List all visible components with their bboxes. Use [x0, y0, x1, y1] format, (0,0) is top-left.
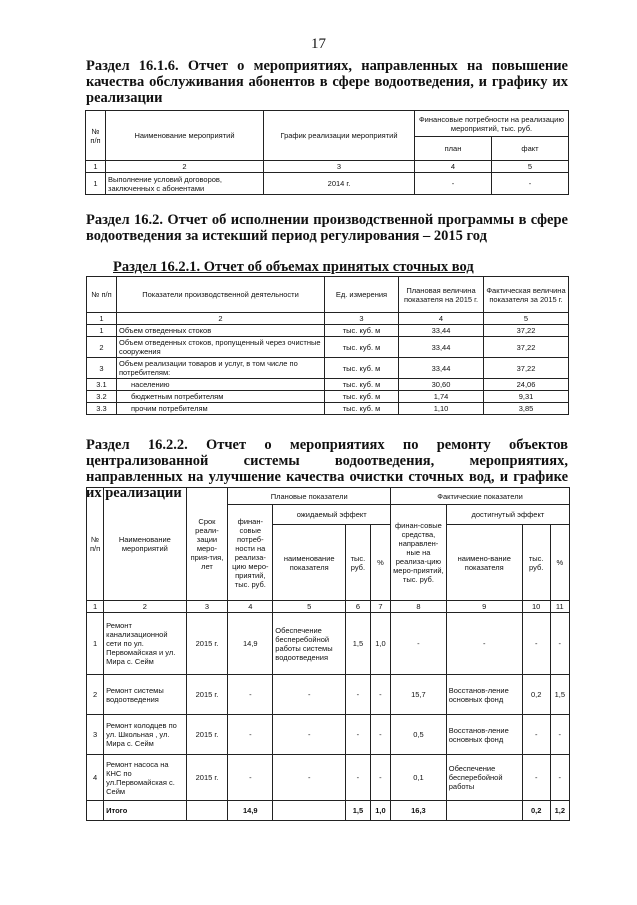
col-number: 3: [186, 601, 228, 613]
cell-plan: -: [415, 173, 492, 195]
cell-schedule: 2014 г.: [264, 173, 415, 195]
section-16-2-1-title: Раздел 16.2.1. Отчет об объемах принятых сточных вод: [113, 259, 474, 275]
cell-unit: тыс. куб. м: [325, 358, 399, 379]
repair-events-table: [86, 487, 570, 821]
cell-fact: 37,22: [484, 358, 569, 379]
cell-fact: 37,22: [484, 337, 569, 358]
cell-indicator: бюджетным потребителям: [117, 391, 325, 403]
cell-indicator: Объем отведенных стоков: [117, 325, 325, 337]
cell-fact-fin: 0,5: [391, 715, 447, 755]
cell-plan-ind: -: [273, 715, 346, 755]
total-plan-rub: 1,5: [346, 801, 371, 821]
cell-name: Ремонт колодцев по ул. Школьная , ул. Мира с. Сейм: [104, 715, 186, 755]
cell-unit: тыс. куб. м: [325, 337, 399, 358]
table-row: [87, 325, 569, 337]
cell-num: 1: [86, 173, 106, 195]
cell-unit: тыс. куб. м: [325, 325, 399, 337]
cell-indicator: Объем отведенных стоков, пропущенный через очистные сооружения: [117, 337, 325, 358]
cell-plan-rub: 1,5: [346, 613, 371, 675]
cell-plan-pct: -: [370, 755, 390, 801]
cell-num: 3: [87, 358, 117, 379]
cell-fact-ind: Обеспечение бесперебойной работы: [446, 755, 522, 801]
cell-term: 2015 г.: [186, 755, 228, 801]
table-row: [87, 613, 570, 675]
cell-fact-ind: -: [446, 613, 522, 675]
cell-plan-rub: -: [346, 675, 371, 715]
cell-fact-pct: 1,5: [550, 675, 569, 715]
cell-num: 3.1: [87, 379, 117, 391]
cell-plan: 33,44: [399, 325, 484, 337]
table-row: [87, 403, 569, 415]
cell-fact-rub: -: [522, 715, 550, 755]
col-header-expected: ожидаемый эффект: [273, 505, 391, 525]
col-number: 10: [522, 601, 550, 613]
total-plan-fin: 14,9: [228, 801, 273, 821]
col-number: 1: [87, 601, 104, 613]
col-header-unit: Ед. измерения: [325, 277, 399, 313]
col-header-name: Наименование мероприятий: [106, 111, 264, 161]
cell-fact-rub: -: [522, 613, 550, 675]
cell-fact-fin: -: [391, 613, 447, 675]
col-header-term: Срок реали-зации меро-прия-тия, лет: [186, 488, 228, 601]
table-row: [87, 715, 570, 755]
cell-plan-ind: Обеспечение бесперебойной работы системы водоотведения: [273, 613, 346, 675]
col-number: 3: [264, 161, 415, 173]
cell-plan-ind: -: [273, 675, 346, 715]
col-number: 1: [86, 161, 106, 173]
cell-num: 3.2: [87, 391, 117, 403]
col-number: 2: [104, 601, 186, 613]
cell-num: [87, 801, 104, 821]
cell-fact: 9,31: [484, 391, 569, 403]
col-header-num: № п/п: [87, 488, 104, 601]
cell-plan-fin: 14,9: [228, 613, 273, 675]
col-header-rub-plan: тыс. руб.: [346, 525, 371, 601]
cell-plan-ind: [273, 801, 346, 821]
col-number: 4: [399, 313, 484, 325]
cell-fact-fin: 15,7: [391, 675, 447, 715]
cell-plan-fin: -: [228, 675, 273, 715]
col-header-pct-fact: %: [550, 525, 569, 601]
cell-num: 4: [87, 755, 104, 801]
cell-unit: тыс. куб. м: [325, 379, 399, 391]
col-header-num: № п/п: [87, 277, 117, 313]
col-number: 2: [117, 313, 325, 325]
cell-plan-pct: 1,0: [370, 613, 390, 675]
page-number: 17: [311, 36, 326, 52]
cell-fact-pct: -: [550, 755, 569, 801]
cell-fact: 24,06: [484, 379, 569, 391]
col-header-indicator: Показатели производственной деятельности: [117, 277, 325, 313]
total-fact-rub: 0,2: [522, 801, 550, 821]
col-header-ind-fact: наимено-вание показателя: [446, 525, 522, 601]
cell-plan-fin: -: [228, 755, 273, 801]
cell-fact-pct: -: [550, 715, 569, 755]
section-16-2-2-title: Раздел 16.2.2. Отчет о мероприятиях по ремонту объектов централизованной системы водоотведения, мероприятиях, направленных на улучшение качества очистки сточных вод, и графике их реализации: [86, 437, 568, 501]
col-number: 4: [228, 601, 273, 613]
cell-name: Ремонт насоса на КНС по ул.Первомайская с. Сейм: [104, 755, 186, 801]
cell-num: 3: [87, 715, 104, 755]
col-header-plan: план: [415, 137, 492, 161]
table-row: [86, 173, 569, 195]
col-number: 3: [325, 313, 399, 325]
col-number: 11: [550, 601, 569, 613]
col-header-plan: Плановая величина показателя на 2015 г.: [399, 277, 484, 313]
table-row: [87, 379, 569, 391]
col-header-ind-plan: наименование показателя: [273, 525, 346, 601]
table-row: [87, 675, 570, 715]
total-label: Итого: [104, 801, 186, 821]
cell-fact-ind: Восстанов-ление основных фонд: [446, 715, 522, 755]
cell-plan-fin: -: [228, 715, 273, 755]
total-plan-pct: 1,0: [370, 801, 390, 821]
col-header-achieved: достигнутый эффект: [446, 505, 569, 525]
col-number: 4: [415, 161, 492, 173]
col-number: 5: [484, 313, 569, 325]
col-number: 7: [370, 601, 390, 613]
cell-plan-ind: -: [273, 755, 346, 801]
col-number: 5: [492, 161, 569, 173]
total-fact-pct: 1,2: [550, 801, 569, 821]
cell-term: 2015 г.: [186, 715, 228, 755]
col-number: 1: [87, 313, 117, 325]
cell-num: 1: [87, 325, 117, 337]
events-table: [85, 110, 569, 195]
col-header-finance: Финансовые потребности на реализацию мероприятий, тыс. руб.: [415, 111, 569, 137]
cell-plan: 1,10: [399, 403, 484, 415]
col-header-fact: Фактическая величина показателя за 2015 г.: [484, 277, 569, 313]
cell-fact-rub: -: [522, 755, 550, 801]
cell-plan-rub: -: [346, 715, 371, 755]
cell-name: Ремонт канализационной сети по ул. Первомайская и ул. Мира с. Сейм: [104, 613, 186, 675]
col-number: 5: [273, 601, 346, 613]
cell-fact: 37,22: [484, 325, 569, 337]
cell-fact-ind: [446, 801, 522, 821]
col-number: 8: [391, 601, 447, 613]
col-header-actual: Фактические показатели: [391, 488, 570, 505]
cell-plan: 33,44: [399, 358, 484, 379]
cell-unit: тыс. куб. м: [325, 391, 399, 403]
section-16-1-6-title: Раздел 16.1.6. Отчет о мероприятиях, направленных на повышение качества обслуживания абонентов в сфере водоотведения, и графику их реализации: [86, 58, 568, 106]
cell-plan: 1,74: [399, 391, 484, 403]
col-header-fact: факт: [492, 137, 569, 161]
col-number: 9: [446, 601, 522, 613]
total-fact-fin: 16,3: [391, 801, 447, 821]
table-row: [87, 755, 570, 801]
cell-plan-pct: -: [370, 715, 390, 755]
cell-plan-rub: -: [346, 755, 371, 801]
cell-name: Ремонт системы водоотведения: [104, 675, 186, 715]
cell-fact-rub: 0,2: [522, 675, 550, 715]
col-header-fact-fin: финан-совые средства, направлен-ные на реализа-цию меро-приятий, тыс. руб.: [391, 505, 447, 601]
table-row: [87, 391, 569, 403]
cell-num: 3.3: [87, 403, 117, 415]
cell-plan-pct: -: [370, 675, 390, 715]
cell-indicator: прочим потребителям: [117, 403, 325, 415]
col-number: 2: [106, 161, 264, 173]
section-16-2-title: Раздел 16.2. Отчет об исполнении производственной программы в сфере водоотведения за истекший период регулирования – 2015 год: [86, 212, 568, 244]
cell-indicator: Объем реализации товаров и услуг, в том числе по потребителям:: [117, 358, 325, 379]
cell-plan: 33,44: [399, 337, 484, 358]
cell-fact-pct: -: [550, 613, 569, 675]
col-header-rub-fact: тыс. руб.: [522, 525, 550, 601]
cell-fact: -: [492, 173, 569, 195]
cell-name: Выполнение условий договоров, заключенных с абонентами: [106, 173, 264, 195]
col-header-planned: Плановые показатели: [228, 488, 391, 505]
cell-fact: 3,85: [484, 403, 569, 415]
cell-num: 1: [87, 613, 104, 675]
total-row: [87, 801, 570, 821]
cell-num: 2: [87, 337, 117, 358]
wastewater-volume-table: [86, 276, 569, 415]
cell-term: [186, 801, 228, 821]
cell-term: 2015 г.: [186, 675, 228, 715]
cell-plan: 30,60: [399, 379, 484, 391]
cell-indicator: населению: [117, 379, 325, 391]
cell-fact-ind: Восстанов-ление основных фонд: [446, 675, 522, 715]
cell-unit: тыс. куб. м: [325, 403, 399, 415]
cell-fact-fin: 0,1: [391, 755, 447, 801]
col-header-name: Наименование мероприятий: [104, 488, 186, 601]
table-row: [87, 337, 569, 358]
table-row: [87, 358, 569, 379]
col-number: 6: [346, 601, 371, 613]
col-header-plan-fin: финан-совые потреб-ности на реализа-цию меро-приятий, тыс. руб.: [228, 505, 273, 601]
cell-num: 2: [87, 675, 104, 715]
col-header-schedule: График реализации мероприятий: [264, 111, 415, 161]
cell-term: 2015 г.: [186, 613, 228, 675]
col-header-pct-plan: %: [370, 525, 390, 601]
col-header-num: № п/п: [86, 111, 106, 161]
